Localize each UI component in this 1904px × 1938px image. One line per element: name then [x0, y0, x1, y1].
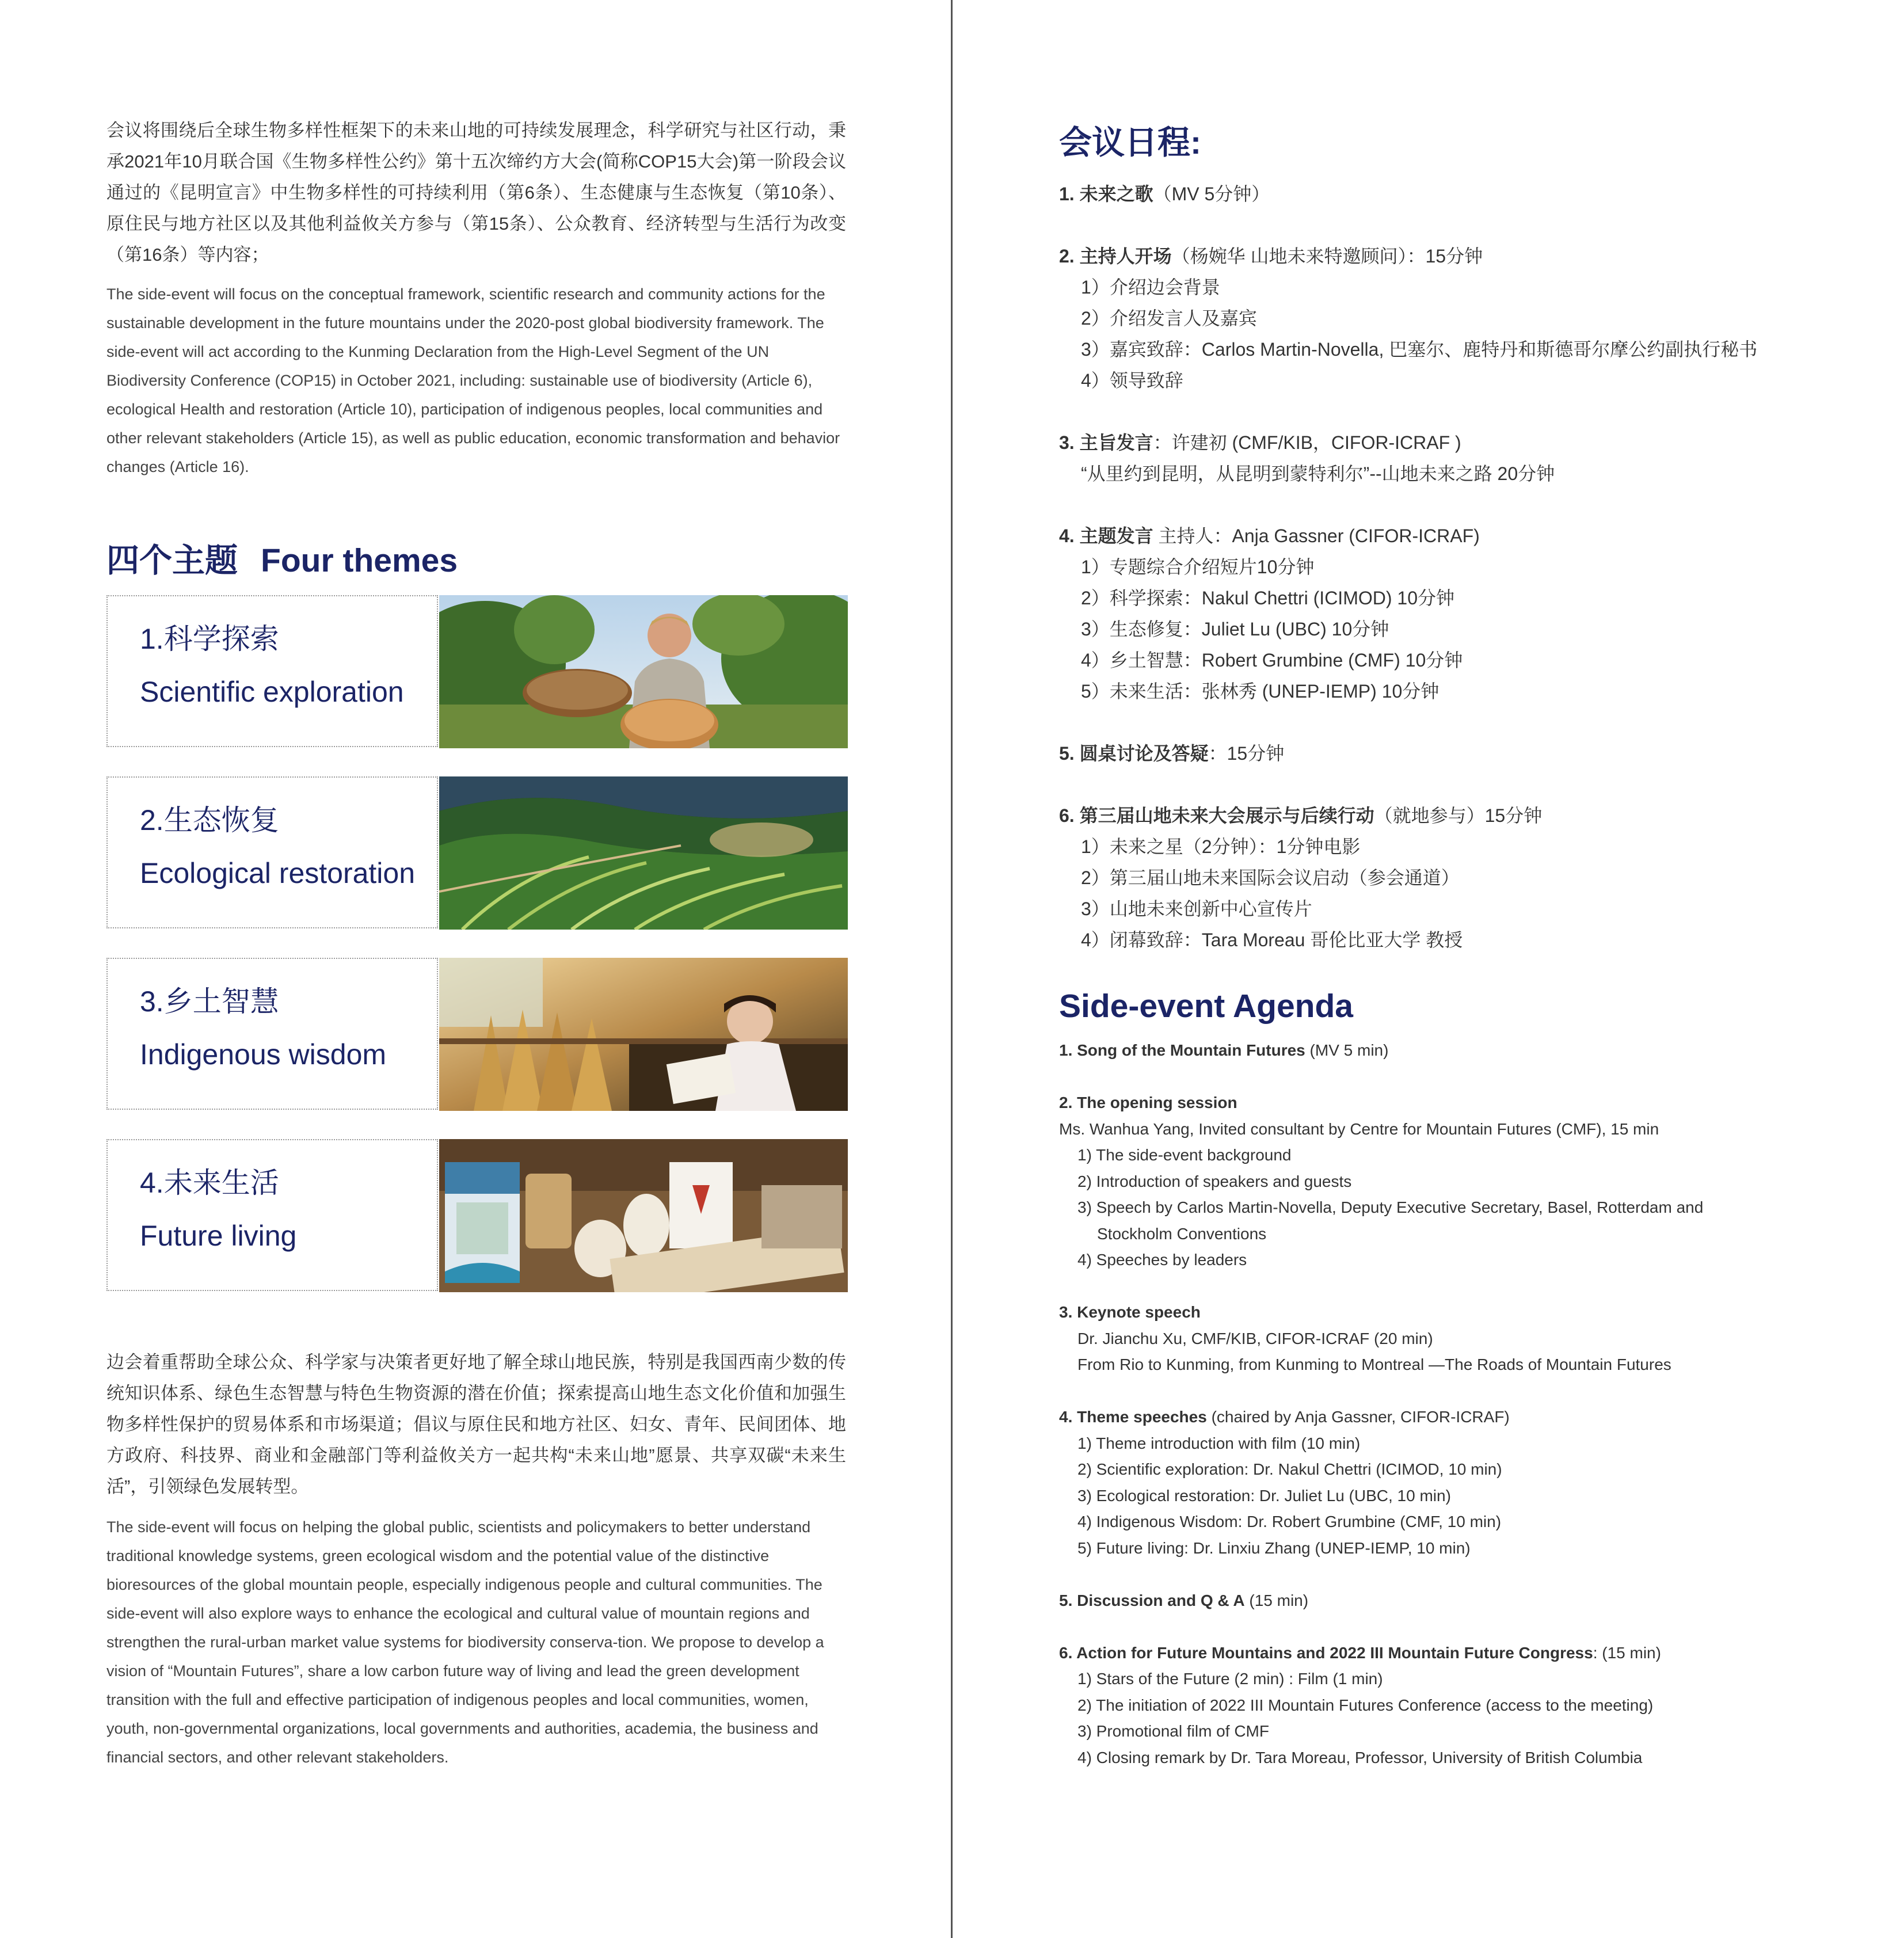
- agenda-zh-subitem: 2）科学探索：Nakul Chettri (ICIMOD) 10分钟: [1081, 588, 1454, 608]
- theme-photo-terraced-hills: [439, 776, 848, 930]
- agenda-en-subitem: 3) Ecological restoration: Dr. Juliet Lu (UBC, 10 min): [1077, 1486, 1451, 1505]
- agenda-title-en: Side-event Agenda: [1059, 988, 1353, 1025]
- themes-heading-en: Four themes: [261, 542, 458, 579]
- agenda-zh-subitem: 1）专题综合介绍短片10分钟: [1081, 557, 1315, 577]
- agenda-en-subitem: 3) Speech by Carlos Martin-Novella, Deputy Executive Secretary, Basel, Rotterdam and: [1077, 1198, 1704, 1216]
- theme-photo-craft-products: [439, 1139, 848, 1292]
- agenda-en-item-4: 4. Theme speeches (chaired by Anja Gassner, CIFOR-ICRAF): [1059, 1408, 1510, 1426]
- agenda-en-subitem: 1) Theme introduction with film (10 min): [1077, 1434, 1361, 1452]
- theme-card-future-living: [106, 1139, 846, 1293]
- agenda-zh-subitem: “从里约到昆明，从昆明到蒙特利尔”--山地未来之路 20分钟: [1081, 463, 1555, 484]
- agenda-title-zh: 会议日程:: [1059, 124, 1201, 161]
- agenda-en-item-2: 2. The opening session: [1059, 1094, 1237, 1111]
- theme-title-zh: 4.未来生活: [140, 1167, 279, 1199]
- agenda-zh-item-4: 4. 主题发言 主持人：Anja Gassner (CIFOR-ICRAF): [1059, 526, 1480, 546]
- theme-card-scientific: [106, 595, 846, 749]
- agenda-en-subitem: 5) Future living: Dr. Linxiu Zhang (UNEP-IEMP, 10 min): [1077, 1539, 1471, 1557]
- theme-photo-mushroom-researcher: [439, 595, 848, 748]
- agenda-zh-subitem: 4）乡土智慧：Robert Grumbine (CMF) 10分钟: [1081, 650, 1463, 671]
- theme-title-zh: 3.乡土智慧: [140, 985, 279, 1018]
- theme-label-box: [106, 1139, 438, 1291]
- agenda-en-subitem: 1) Stars of the Future (2 min) : Film (1 min): [1077, 1670, 1383, 1688]
- agenda-en-subitem: 1) The side-event background: [1077, 1146, 1292, 1164]
- agenda-en-subitem: 3) Promotional film of CMF: [1077, 1722, 1269, 1740]
- closing-zh: 边会着重帮助全球公众、科学家与决策者更好地了解全球山地民族，特别是我国西南少数的传统知识体系、绿色生态智慧与特色生物资源的潜在价值；探索提高山地生态文化价值和加强生物多样性保护的贸易体系和市场渠道；倡议与原住民和地方社区、妇女、青年、民间团体、地方政府、科技界、商业和金融部门等利益攸关方一起共构“未来山地”愿景、共享双碳“未来生活”，引领绿色发展转型。: [106, 1352, 846, 1497]
- agenda-zh-subitem: 4）闭幕致辞：Tara Moreau 哥伦比亚大学 教授: [1081, 930, 1463, 950]
- agenda-zh-item-2: 2. 主持人开场（杨婉华 山地未来特邀顾问）：15分钟: [1059, 246, 1483, 266]
- agenda-zh-subitem: 1）未来之星（2分钟）：1分钟电影: [1081, 836, 1361, 857]
- agenda-en-subitem: 2) The initiation of 2022 III Mountain Futures Conference (access to the meeting): [1077, 1696, 1654, 1714]
- agenda-zh-subitem: 3）山地未来创新中心宣传片: [1081, 898, 1312, 919]
- themes-heading: [106, 539, 846, 582]
- theme-label-box: [106, 776, 438, 928]
- agenda-zh-item-3: 3. 主旨发言：许建初 (CMF/KIB，CIFOR-ICRAF ): [1059, 432, 1461, 453]
- agenda-en-subitem: Stockholm Conventions: [1097, 1224, 1267, 1243]
- themes-heading-zh: 四个主题: [106, 542, 238, 579]
- agenda-zh-subitem: 5）未来生活：张林秀 (UNEP-IEMP) 10分钟: [1081, 681, 1440, 702]
- agenda-en-item-5: 5. Discussion and Q & A (15 min): [1059, 1591, 1309, 1609]
- theme-title-en: Indigenous wisdom: [140, 1038, 387, 1071]
- agenda-zh-item-1: 1. 未来之歌（MV 5分钟）: [1059, 184, 1270, 204]
- theme-title-zh: 2.生态恢复: [140, 804, 279, 836]
- intro-en: The side-event will focus on the conceptual framework, scientific research and community actions for the sustainable development in the future mountains under the 2020-post global biodiversity framework. The side-event will act according to the Kunming Declaration from the High-Level Segment of the UN Biodiversity Conference (COP15) in October 2021, including: sustainable use of biodiversity (Article 6), ecological Health and restoration (Article 10), participation of indigenous peoples, local communities and other relevant stakeholders (Article 15), as well as public education, economic transformation and behavior changes (Article 16).: [106, 285, 840, 475]
- agenda-en-subitem: 2) Introduction of speakers and guests: [1077, 1172, 1352, 1190]
- agenda-zh-subitem: 1）介绍边会背景: [1081, 277, 1220, 298]
- theme-label-box: [106, 595, 438, 747]
- agenda-zh-subitem: 4）领导致辞: [1081, 370, 1183, 391]
- intro-zh: 会议将围绕后全球生物多样性框架下的未来山地的可持续发展理念，科学研究与社区行动，秉承2021年10月联合国《生物多样性公约》第十五次缔约方大会(简称COP15大会)第一阶段会议通过的《昆明宣言》中生物多样性的可持续利用（第6条）、生态健康与生态恢复（第10条）、原住民与地方社区以及其他利益攸关方参与（第15条）、公众教育、经济转型与生活行为改变（第16条）等内容；: [106, 120, 846, 265]
- agenda-en-subitem: Dr. Jianchu Xu, CMF/KIB, CIFOR-ICRAF (20 min): [1077, 1329, 1433, 1347]
- theme-card-indigenous: [106, 958, 846, 1112]
- closing-en: The side-event will focus on helping the global public, scientists and policymakers to better understand traditional knowledge systems, green ecological wisdom and the potential value of the distinctive bioresources of the global mountain people, especially indigenous people and cultural communities. The side-event will also explore ways to enhance the ecological and cultural value of mountain regions and strengthen the rural-urban market value systems for biodiversity conserva-tion. We propose to develop a vision of “Mountain Futures”, share a low carbon future way of living and lead the green development transition with the full and effective participation of indigenous peoples and local communities, women, youth, non-governmental organizations, local governments and authorities, academia, the business and financial sectors, and other relevant stakeholders.: [106, 1518, 824, 1766]
- agenda-en-subitem: Ms. Wanhua Yang, Invited consultant by Centre for Mountain Futures (CMF), 15 min: [1059, 1120, 1659, 1138]
- agenda-column: [1059, 121, 1842, 1771]
- agenda-en-subitem: 4) Speeches by leaders: [1077, 1251, 1247, 1269]
- theme-title-en: Ecological restoration: [140, 857, 416, 889]
- theme-label-box: [106, 958, 438, 1110]
- agenda-en-item-3: 3. Keynote speech: [1059, 1303, 1201, 1321]
- agenda-en-subitem: From Rio to Kunming, from Kunming to Montreal —The Roads of Mountain Futures: [1077, 1356, 1671, 1373]
- agenda-zh-subitem: 3）生态修复：Juliet Lu (UBC) 10分钟: [1081, 619, 1389, 639]
- agenda-zh-subitem: 2）第三届山地未来国际会议启动（参会通道）: [1081, 867, 1460, 888]
- agenda-en-item-1: 1. Song of the Mountain Futures (MV 5 min): [1059, 1041, 1389, 1059]
- theme-title-en: Scientific exploration: [140, 676, 404, 708]
- page-divider: [951, 0, 953, 1938]
- agenda-zh-subitem: 3）嘉宾致辞：Carlos Martin-Novella, 巴塞尔、鹿特丹和斯德哥尔摩公约副执行秘书: [1081, 339, 1758, 360]
- agenda-zh-item-6: 6. 第三届山地未来大会展示与后续行动（就地参与）15分钟: [1059, 805, 1543, 826]
- agenda-en-subitem: 2) Scientific exploration: Dr. Nakul Chettri (ICIMOD, 10 min): [1077, 1460, 1502, 1478]
- theme-title-zh: 1.科学探索: [140, 623, 279, 655]
- agenda-en-subitem: 4) Closing remark by Dr. Tara Moreau, Professor, University of British Columbia: [1077, 1748, 1643, 1766]
- agenda-zh-item-5: 5. 圆桌讨论及答疑：15分钟: [1059, 743, 1285, 764]
- theme-photo-child-reading: [439, 958, 848, 1111]
- closing-section: [106, 1347, 846, 1772]
- theme-card-ecological: [106, 776, 846, 931]
- agenda-en-item-6: 6. Action for Future Mountains and 2022 III Mountain Future Congress: (15 min): [1059, 1643, 1661, 1662]
- left-column: [106, 115, 846, 1320]
- theme-title-en: Future living: [140, 1220, 297, 1252]
- agenda-zh-subitem: 2）介绍发言人及嘉宾: [1081, 308, 1257, 329]
- agenda-en-subitem: 4) Indigenous Wisdom: Dr. Robert Grumbine (CMF, 10 min): [1077, 1513, 1502, 1530]
